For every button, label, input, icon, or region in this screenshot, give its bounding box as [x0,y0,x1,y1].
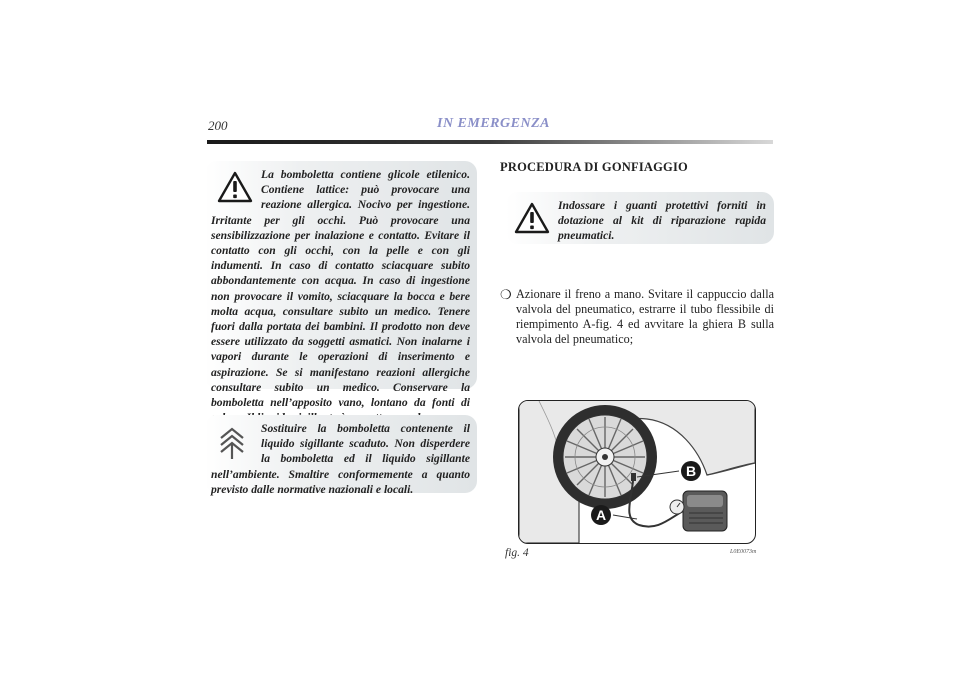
page-number: 200 [208,118,228,133]
figure-code: L0E0073m [730,549,757,555]
environment-tree-icon [217,425,253,461]
running-title: IN EMERGENZA [437,116,550,131]
step-text: Azionare il freno a mano. Svitare il cappuccio dalla valvola del pneumatico, estrarre il tubo flessibile di riempimento A-fig. 4 ed avvitare la ghiera B sulla valvola del pneumatico; [516,287,774,346]
section-title: PROCEDURA DI GONFIAGGIO [500,160,688,174]
gloves-notice-text: Indossare i guanti protettivi forniti in dotazione al kit di riparazione rapida pneumatici. [558,199,766,243]
environment-notice [205,415,477,496]
header-rule [207,140,773,144]
figure-caption: fig. 4 [505,547,529,559]
gloves-notice [506,192,774,244]
environment-text: Sostituire la bomboletta contenente il liquido sigillante scaduto. Non disperdere la bomboletta ed il liquido sigillante nell’ambiente. Smaltire conformemente a quanto previsto dalle normative nazionali e locali. [211,422,470,496]
figure-label-a: A [595,507,607,523]
figure-label-b: B [685,463,697,479]
chemical-warning-text: La bomboletta contiene glicole etilenico. Contiene lattice: può provocare una reazione allergica. Nocivo per ingestione. Irritante per gli occhi. Può provocare una sensibilizzazione per inalazione e contatto. Evitare il contatto con gli occhi, con la pelle e con gli indumenti. In caso di contatto sciacquare subito abbondantemente con acqua. In caso di ingestione non provocare il vomito, sciacquare la bocca e bere molta acqua, consultare subito un medico. Tenere fuori dalla portata dei bambini. Il prodotto non deve essere utilizzato da soggetti asmatici. Non inalarne i vapori durante le operazioni di inserimento e aspirazione. Se si manifestano reazioni allergiche consultare subito un medico. Conservare la bomboletta nell’apposito vano, lontano da fonti di [211,168,470,410]
warning-triangle-icon [217,171,253,207]
warning-triangle-icon [514,202,550,238]
procedure-step [500,287,774,347]
chemical-warning-notice [205,161,477,410]
step-bullet: ❍ [500,287,512,302]
figure-illustration [518,400,756,544]
